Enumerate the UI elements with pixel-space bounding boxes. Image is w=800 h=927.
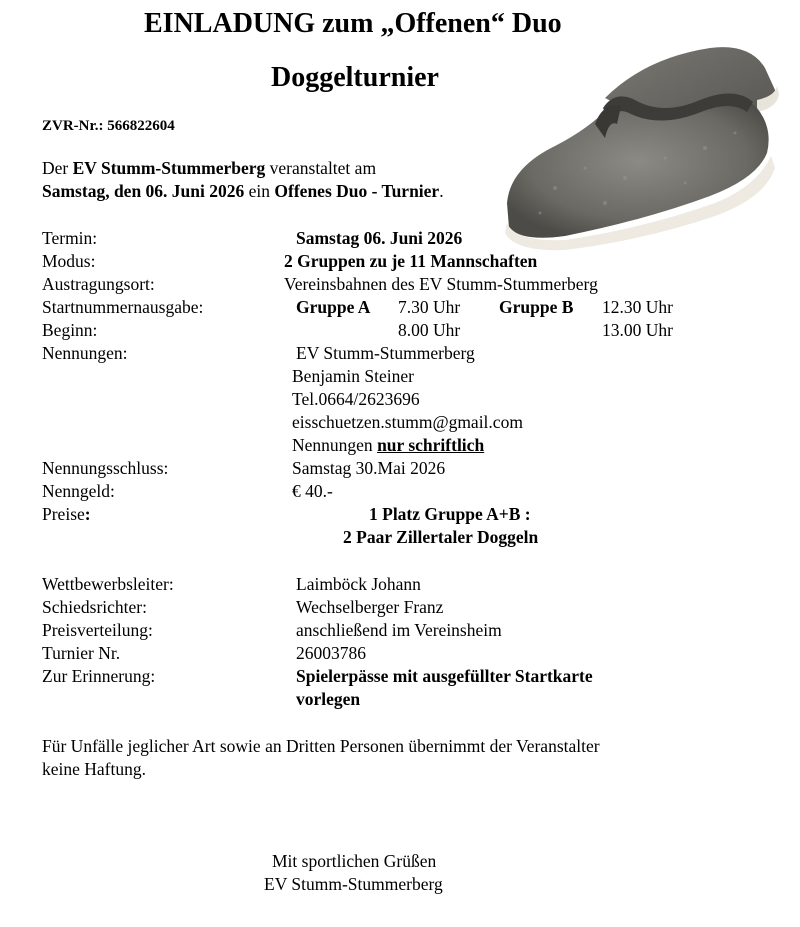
nennungen-note: Nennungen nur schriftlich — [292, 435, 485, 455]
erinnerung-line-2: vorlegen — [296, 689, 361, 709]
modus-label: Modus: — [42, 251, 96, 271]
schiedsrichter-label: Schiedsrichter: — [42, 597, 147, 617]
preise-line-1: 1 Platz Gruppe A+B : — [369, 504, 531, 524]
nenngeld-label: Nenngeld: — [42, 481, 115, 501]
gruppe-b-beginn: 13.00 Uhr — [602, 320, 673, 340]
closing-club: EV Stumm-Stummerberg — [264, 874, 443, 894]
austragungsort-value: Vereinsbahnen des EV Stumm-Stummerberg — [284, 274, 598, 294]
erinnerung-line-1: Spielerpässe mit ausgefüllter Startkarte — [296, 666, 593, 686]
nennungen-email: eisschuetzen.stumm@gmail.com — [292, 412, 523, 432]
wettbewerbsleiter-label: Wettbewerbsleiter: — [42, 574, 174, 594]
austragungsort-label: Austragungsort: — [42, 274, 155, 294]
disclaimer-line-2: keine Haftung. — [42, 759, 146, 779]
zvr-number: ZVR-Nr.: 566822604 — [42, 118, 175, 134]
preisverteilung-label: Preisverteilung: — [42, 620, 153, 640]
page-title-line2: Doggelturnier — [271, 62, 439, 93]
intro-line-1: Der EV Stumm-Stummerberg veranstaltet am — [42, 158, 377, 178]
nennungen-contact-name: Benjamin Steiner — [292, 366, 414, 386]
nennungen-club: EV Stumm-Stummerberg — [296, 343, 475, 363]
preise-label: Preise: — [42, 504, 91, 524]
erinnerung-label: Zur Erinnerung: — [42, 666, 156, 686]
turnier-nr-label: Turnier Nr. — [42, 643, 121, 663]
turnier-nr-value: 26003786 — [296, 643, 366, 663]
termin-value: Samstag 06. Juni 2026 — [296, 228, 463, 248]
gruppe-b-label: Gruppe B — [499, 297, 574, 317]
gruppe-a-beginn: 8.00 Uhr — [398, 320, 461, 340]
wettbewerbsleiter-value: Laimböck Johann — [296, 574, 421, 594]
preise-line-2: 2 Paar Zillertaler Doggeln — [343, 527, 539, 547]
termin-label: Termin: — [42, 228, 98, 248]
gruppe-a-label: Gruppe A — [296, 297, 371, 317]
modus-value: 2 Gruppen zu je 11 Mannschaften — [284, 251, 538, 271]
page-title: EINLADUNG zum „Offenen“ Duo — [144, 8, 562, 39]
schiedsrichter-value: Wechselberger Franz — [296, 597, 444, 617]
gruppe-b-start: 12.30 Uhr — [602, 297, 673, 317]
preisverteilung-value: anschließend im Vereinsheim — [296, 620, 502, 640]
disclaimer-line-1: Für Unfälle jeglicher Art sowie an Dritten Personen übernimmt der Veranstalter — [42, 736, 600, 756]
gruppe-a-start: 7.30 Uhr — [398, 297, 461, 317]
nennungen-phone: Tel.0664/2623696 — [292, 389, 420, 409]
intro-line-2: Samstag, den 06. Juni 2026 ein Offenes Duo - Turnier. — [42, 181, 444, 201]
nenngeld-value: € 40.- — [292, 481, 333, 501]
startnummer-label: Startnummernausgabe: — [42, 297, 204, 317]
nennungen-label: Nennungen: — [42, 343, 128, 363]
felt-slipper-icon — [495, 28, 785, 258]
beginn-label: Beginn: — [42, 320, 98, 340]
nennungsschluss-label: Nennungsschluss: — [42, 458, 169, 478]
nennungsschluss-value: Samstag 30.Mai 2026 — [292, 458, 446, 478]
closing-greeting: Mit sportlichen Grüßen — [272, 851, 437, 871]
